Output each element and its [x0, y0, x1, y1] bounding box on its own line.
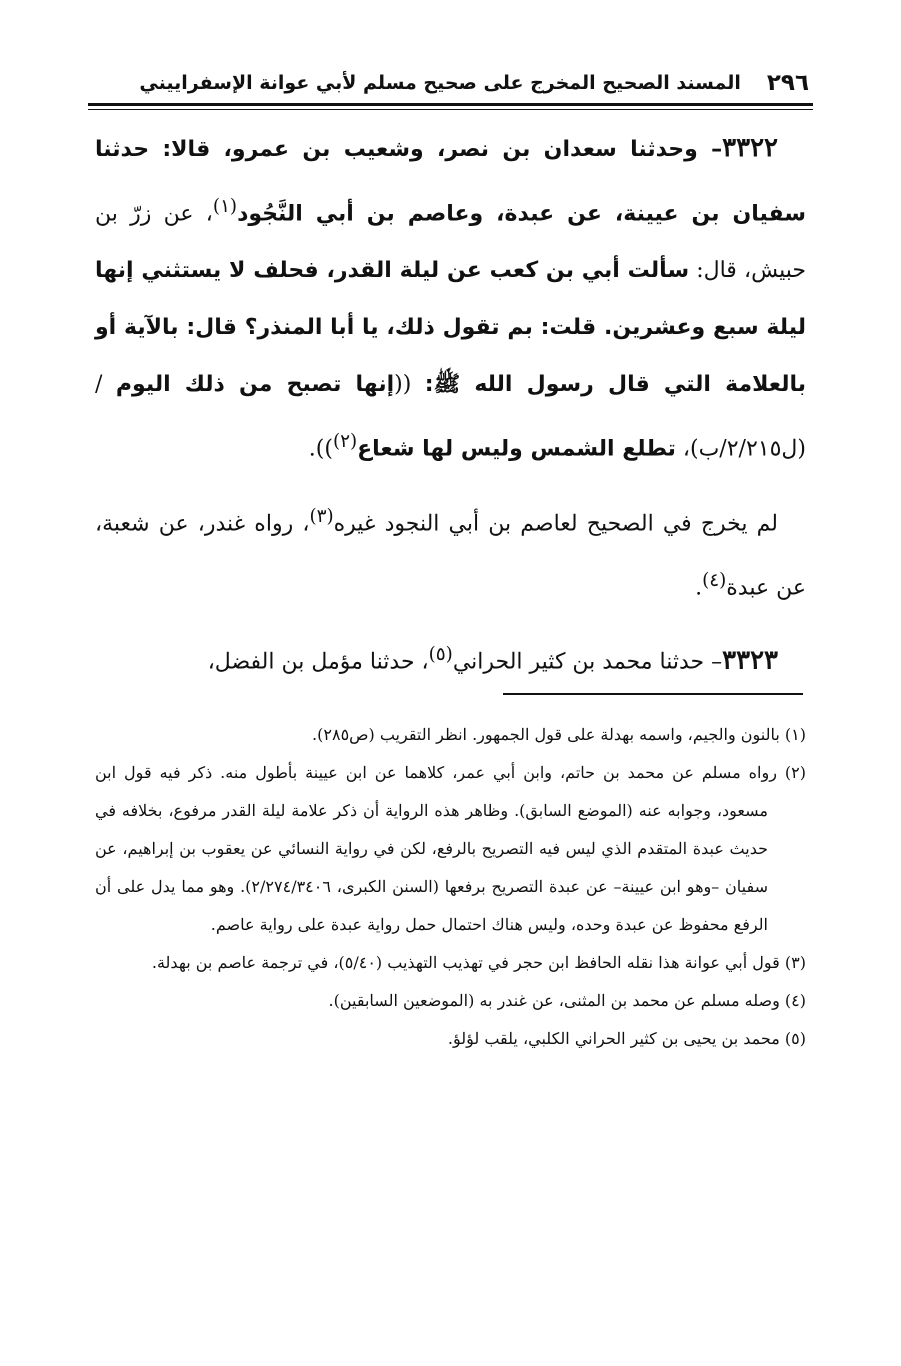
footnote-ref[interactable]: (٢) [332, 431, 358, 453]
footnote-4: (٤) وصله مسلم عن محمد بن المثنى، عن غندر به (الموضعين السابقين). [328, 991, 806, 1010]
footnote-ref[interactable]: (٣) [309, 505, 334, 527]
header-rule-thick [88, 103, 813, 106]
page-number: ٢٩٦ [766, 70, 809, 96]
hadith-isnad: – وحدثنا سعدان بن نصر، وشعيب بن عمرو، قالا: حدثنا سفيان بن عيينة، عن عبدة، وعاصم بن أبي النَّجُود [95, 137, 806, 227]
hadith-isnad-cont: ، عن زرّ بن حبيش، قال: [95, 201, 806, 284]
hadith-number: ٣٣٢٣ [722, 645, 778, 676]
remark-text: لم يخرج في الصحيح لعاصم بن أبي النجود غيره [333, 510, 778, 536]
header-rule-thin [88, 109, 813, 110]
remark-text: . [695, 575, 703, 601]
hadith-matn: سألت أبي بن كعب عن ليلة القدر، فحلف لا يستثني إنها ليلة سبع وعشرين. قلت: بم تقول ذلك، يا أبا المنذر؟ قال: بالآية أو بالعلامة التي قال رسول الله ﷺ: [95, 258, 806, 398]
hadith-quote-end: تطلع الشمس وليس لها شعاع [357, 436, 676, 462]
footnote-separator [503, 693, 803, 695]
footnote-ref[interactable]: (١) [212, 196, 238, 217]
author-remark [95, 488, 806, 617]
manuscript-ref: / (ل٢/٢١٥/ب)، [95, 372, 806, 462]
quote-mark: (( [394, 372, 425, 398]
footnote-3: (٣) قول أبي عوانة هذا نقله الحافظ ابن حجر في تهذيب التهذيب (٥/٤٠)، في ترجمة عاصم بن بهدلة. [151, 953, 806, 972]
hadith-isnad: – حدثنا محمد بن كثير الحراني [452, 649, 723, 675]
footnote-ref[interactable]: (٥) [428, 644, 453, 666]
remark-text: ، رواه غندر، عن شعبة، عن عبدة [95, 510, 806, 601]
running-title: المسند الصحيح المخرج على صحيح مسلم لأبي عوانة الإسفراييني [139, 72, 741, 94]
footnotes [95, 716, 806, 1058]
footnote-1: (١) بالنون والجيم، واسمه بهدلة على قول الجمهور. انظر التقريب (ص٢٨٥). [312, 725, 806, 744]
footnote-ref[interactable]: (٤) [702, 569, 727, 591]
footnote-5: (٥) محمد بن يحيى بن كثير الحراني الكلبي، يلقب لؤلؤ. [447, 1029, 806, 1048]
hadith-isnad-cont: ، حدثنا مؤمل بن الفضل، [207, 649, 429, 675]
main-text [95, 120, 806, 701]
quote-mark: )). [308, 436, 333, 462]
footnote-2: (٢) رواه مسلم عن محمد بن حاتم، وابن أبي عمر، كلاهما عن ابن عيينة بأطول منه. ذكر فيه قول ابن مسعود، وجوابه عنه (الموضع السابق). وظاهر هذه الرواية أن ذكر علامة ليلة القدر مرفوع، بخلافه في حديث عبدة المتقدم الذي ليس فيه التصريح بالرفع، لكن في رواية النسائي عن يعقوب بن إبراهيم، عن سفيان –وهو ابن عيينة– عن عبدة التصريح برفعها (السنن الكبرى، ٢/٢٧٤/٣٤٠٦). وهو مما يدل على أن الرفع محفوظ عن عبدة وحده، وليس هناك احتمال حمل رواية عبدة على رواية عاصم. [95, 763, 807, 934]
hadith-number: ٣٣٢٢ [722, 133, 778, 163]
running-header [92, 70, 809, 96]
hadith-3323 [95, 626, 806, 690]
hadith-3322 [95, 120, 806, 478]
hadith-quote: إنها تصبح من ذلك اليوم [115, 372, 395, 398]
